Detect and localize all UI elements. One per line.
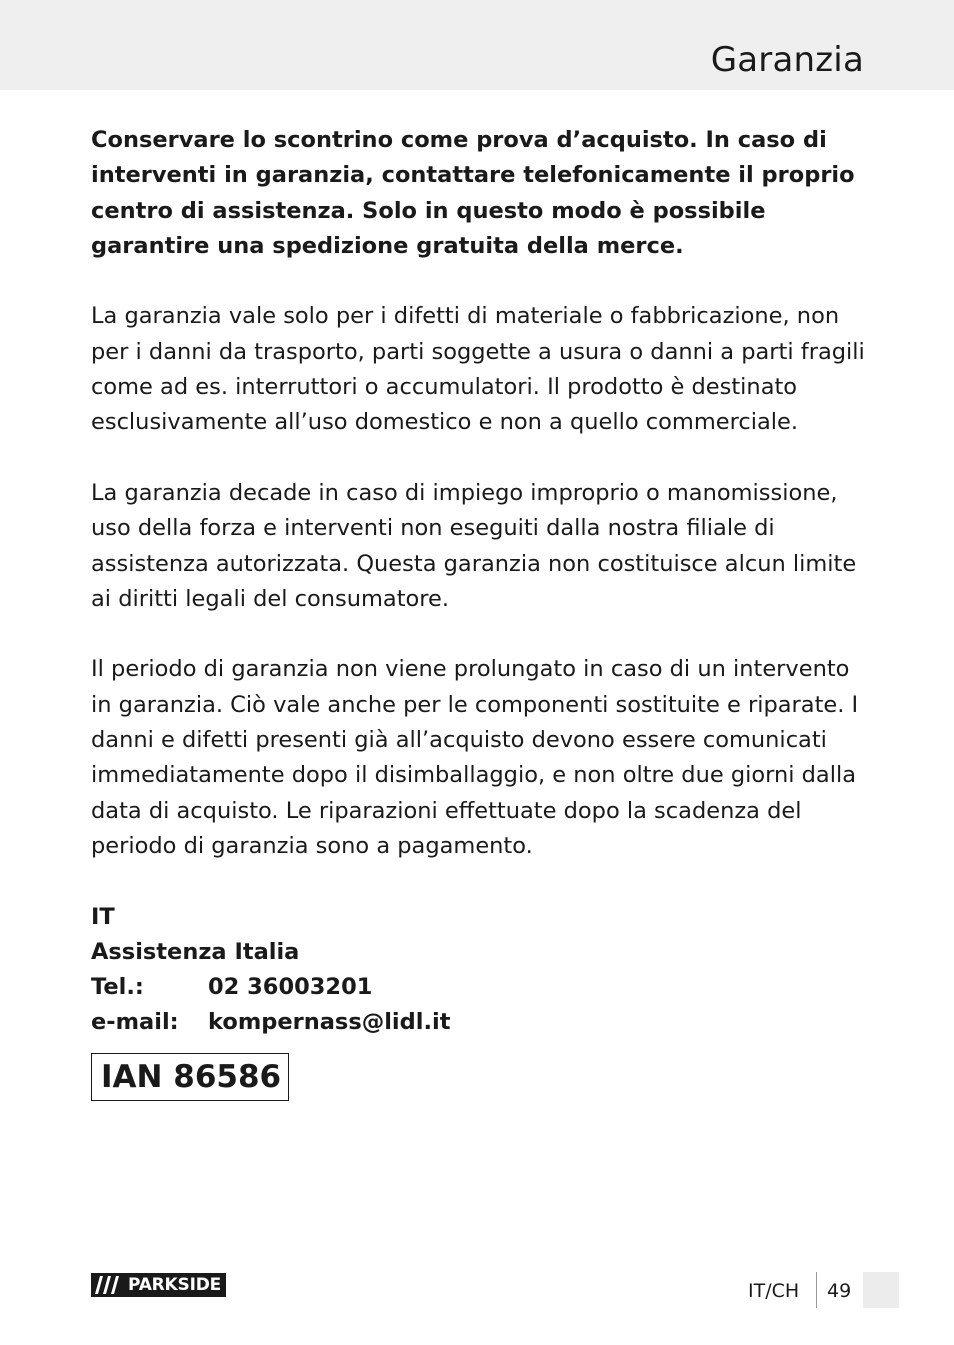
email-address: kompernass@lidl.it (208, 1009, 451, 1036)
footer-language: IT/CH (748, 1280, 800, 1302)
phone-number: 02 36003201 (208, 974, 373, 1001)
contact-block (91, 900, 866, 1041)
contact-phone-row (91, 970, 866, 1005)
logo-wordmark: PARKSIDE (124, 1273, 226, 1297)
parkside-logo (91, 1273, 226, 1297)
page-number: 49 (827, 1280, 852, 1302)
phone-label: Tel.: (91, 974, 144, 1001)
page-title: Garanzia (710, 40, 864, 80)
ian-number-box: IAN 86586 (91, 1053, 289, 1101)
contact-service-name: Assistenza Italia (91, 938, 300, 965)
contact-email-row (91, 1005, 866, 1040)
email-label: e-mail: (91, 1009, 179, 1036)
warranty-paragraph-3: Il periodo di garanzia non viene prolungato in caso di un intervento in garanzia. Ciò vale anche per le componenti sostituite e riparate. I danni e difetti presenti già all’acquisto devono essere comunicati immediatamente dopo il disimballaggio, e non oltre due giorni dalla data di acquisto. Le riparazioni effettuate dopo la scadenza del periodo di garanzia sono a pagamento. (91, 656, 859, 859)
intro-paragraph: Conservare lo scontrino come prova d’acquisto. In caso di interventi in garanzia, contattare telefonicamente il proprio centro di assistenza. Solo in questo modo è possibile garantire una spedizione gratuita della merce. (91, 127, 855, 259)
footer-divider (816, 1272, 817, 1308)
page-tab-marker (863, 1272, 899, 1308)
main-content (91, 123, 866, 1041)
warranty-paragraph-2: La garanzia decade in caso di impiego improprio o manomissione, uso della forza e interventi non eseguiti dalla nostra filiale di assistenza autorizzata. Questa garanzia non costituisce alcun limite ai diritti legali del consumatore. (91, 479, 857, 612)
logo-stripes-icon (91, 1273, 124, 1297)
contact-country: IT (91, 903, 115, 930)
warranty-paragraph-1: La garanzia vale solo per i difetti di materiale o fabbricazione, non per i danni da trasporto, parti soggette a usura o danni a parti fragili come ad es. interruttori o accumulatori. Il prodotto è destinato esclusivamente all’uso domestico e non a quello commerciale. (91, 303, 865, 436)
